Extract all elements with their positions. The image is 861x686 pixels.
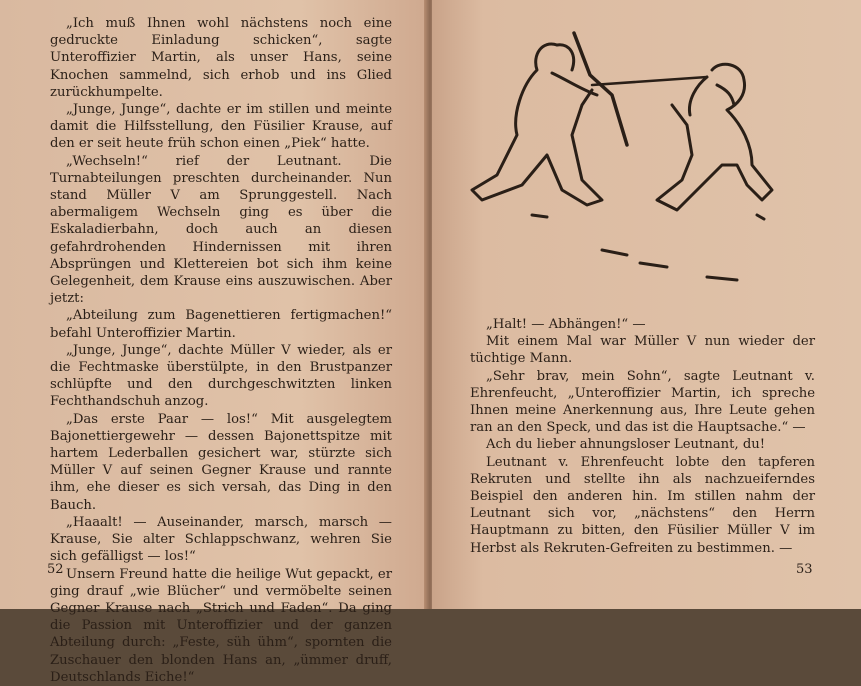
page-number: 52 [47, 562, 64, 577]
paragraph: „Halt! — Abhängen!“ — [486, 317, 646, 332]
paragraph: „Sehr brav, mein Sohn“, sagte Leutnant v. Ehrenfeucht, „Unteroffizier Martin, ich spreche Ihnen meine Anerkennung aus, Ihre Leute gehen ran an den Speck, und das ist die Hauptsache.“ — [470, 368, 815, 436]
paragraph: Unsern Freund hatte die heilige Wut gepackt, er ging drauf „wie Blücher“ und vermöbelte seinen Gegner Krause nach „Strich und Faden“. Da ging die Passion mit Unteroffizier und der ganzen Abteilung durch: „Feste, süh ühm“, spornten die Zuschauer den blonden Hans an, „ümmer druff, Deutschlands Eiche!“ [50, 566, 392, 685]
paragraph: „Ich muß Ihnen wohl nächstens noch eine gedruckte Einladung schicken“, sagte Unteroffizier Martin, als unser Hans, seine Knochen sammelnd, sich erhob und ins Glied zurückhumpelte. [50, 16, 392, 100]
paragraph: „Junge, Junge“, dachte er im stillen und meinte damit die Hilfsstellung, den Füsilier Krause, auf den er seit heute früh schon einen „Piek“ hatte. [50, 102, 392, 152]
paragraph: „Das erste Paar — los!“ Mit ausgelegtem Bajonettiergewehr — dessen Bajonettspitze mit hartem Lederballen gesichert war, stürzte sich Müller V auf seinen Gegner Krause und rannte ihm, ehe dieser es sich versah, das Ding in den Bauch. [50, 411, 392, 513]
fencing-illustration [452, 15, 792, 295]
paragraph: „Wechseln!“ rief der Leutnant. Die Turnabteilungen preschten durcheinander. Nun stand Müller V am Sprunggestell. Nach abermaligem Wechseln ging es über die Eskaladierbahn, doch auch an diesen gefahrdrohenden Hindernissen mit ihren Absprüngen und Klettereien bot sich ihm keine Gelegenheit, dem Krause eins auszuwischen. Aber jetzt: [50, 153, 392, 307]
page-number: 53 [796, 562, 813, 577]
paragraph: „Abteilung zum Bagenettieren fertigmachen!“ befahl Unteroffizier Martin. [50, 308, 392, 341]
paragraph: Ach du lieber ahnungsloser Leutnant, du! [486, 437, 766, 453]
paragraph: Leutnant v. Ehrenfeucht lobte den tapferen Rekruten und stellte ihn als nachzueiferndes Beispiel den anderen hin. Im stillen nahm der Leutnant sich vor, „nächstens“ den Herrn Hauptmann zu bitten, den Füsilier Müller V im Herbst als Rekruten-Gefreiten zu bestimmen. — [470, 454, 815, 556]
paragraph: „Junge, Junge“, dachte Müller V wieder, als er die Fechtmaske überstülpte, in den Brustpanzer schlüpfte und den durchgeschwitzten linken Fechthandschuh anzog. [50, 342, 392, 410]
paragraph: „Haaalt! — Auseinander, marsch, marsch — Krause, Sie alter Schlappschwanz, wehren Sie sich gefälligst — los!“ [50, 514, 392, 565]
right-page [432, 0, 861, 609]
left-page-text [50, 15, 392, 686]
right-page-text [470, 316, 815, 557]
paragraph: Mit einem Mal war Müller V nun wieder der tüchtige Mann. [470, 334, 815, 367]
left-page [0, 0, 428, 685]
